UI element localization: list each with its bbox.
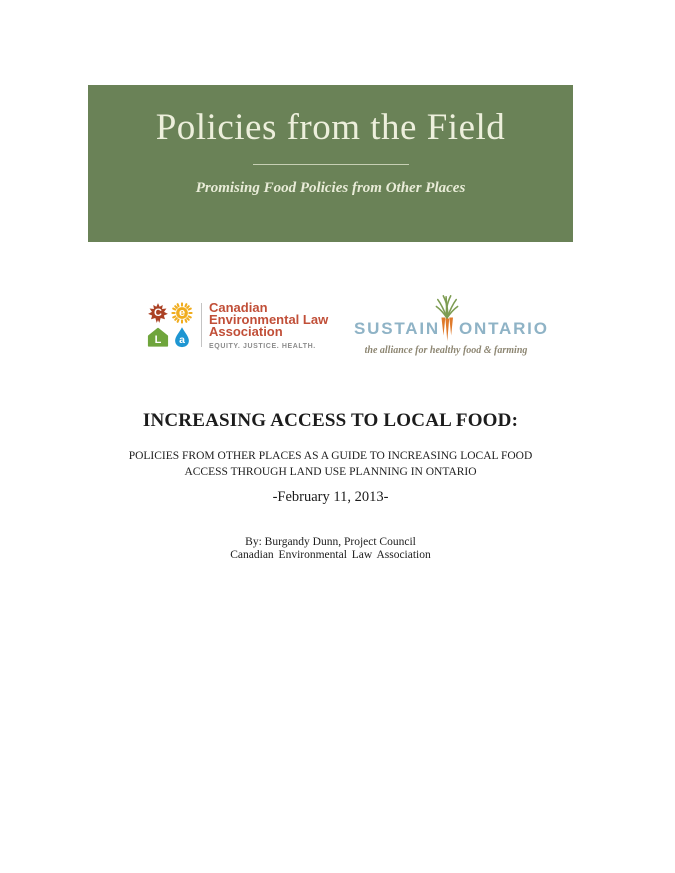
document-date: -February 11, 2013- <box>272 489 389 505</box>
cela-name-line2: Environmental Law <box>209 312 329 327</box>
banner-subtitle: Promising Food Policies from Other Places <box>195 180 466 196</box>
sustain-tagline: the alliance for healthy food & farming <box>364 345 528 356</box>
document-subtitle <box>88 449 573 480</box>
sustain-word: SUSTAIN <box>354 319 440 338</box>
byline-author: By: Burgandy Dunn, Project Council <box>245 536 416 548</box>
banner-title: Policies from the Field <box>155 107 506 148</box>
cela-name <box>209 302 328 338</box>
cela-tagline: EQUITY. JUSTICE. HEALTH. <box>209 343 316 350</box>
document-byline <box>88 536 573 561</box>
document-subtitle-line2: ACCESS THROUGH LAND USE PLANNING IN ONTARIO <box>184 465 477 478</box>
house-icon <box>147 326 169 348</box>
banner <box>88 85 573 242</box>
cela-text <box>209 302 328 350</box>
water-drop-icon <box>171 326 193 348</box>
sun-icon <box>171 302 193 324</box>
cela-logo <box>147 302 328 350</box>
document-title: INCREASING ACCESS TO LOCAL FOOD: <box>142 410 519 431</box>
cela-letter-l: L <box>154 334 162 346</box>
cela-letter-c: C <box>154 307 162 319</box>
banner-divider <box>253 164 409 165</box>
cela-name-line1: Canadian <box>209 300 268 315</box>
byline-organization: Canadian Environmental Law Association <box>230 548 431 561</box>
cela-letter-a: a <box>179 334 185 346</box>
cela-name-line3: Association <box>209 324 283 339</box>
ontario-word: ONTARIO <box>459 319 549 338</box>
carrot-bunch-icon <box>435 293 459 343</box>
cela-icon-grid <box>147 302 193 348</box>
cela-letter-e: e <box>178 307 186 319</box>
cela-divider <box>201 303 202 347</box>
sustain-ontario-logo <box>350 293 549 363</box>
maple-leaf-icon <box>147 302 169 324</box>
document-subtitle-line1: POLICIES FROM OTHER PLACES AS A GUIDE TO INCREASING LOCAL FOOD <box>128 450 533 462</box>
